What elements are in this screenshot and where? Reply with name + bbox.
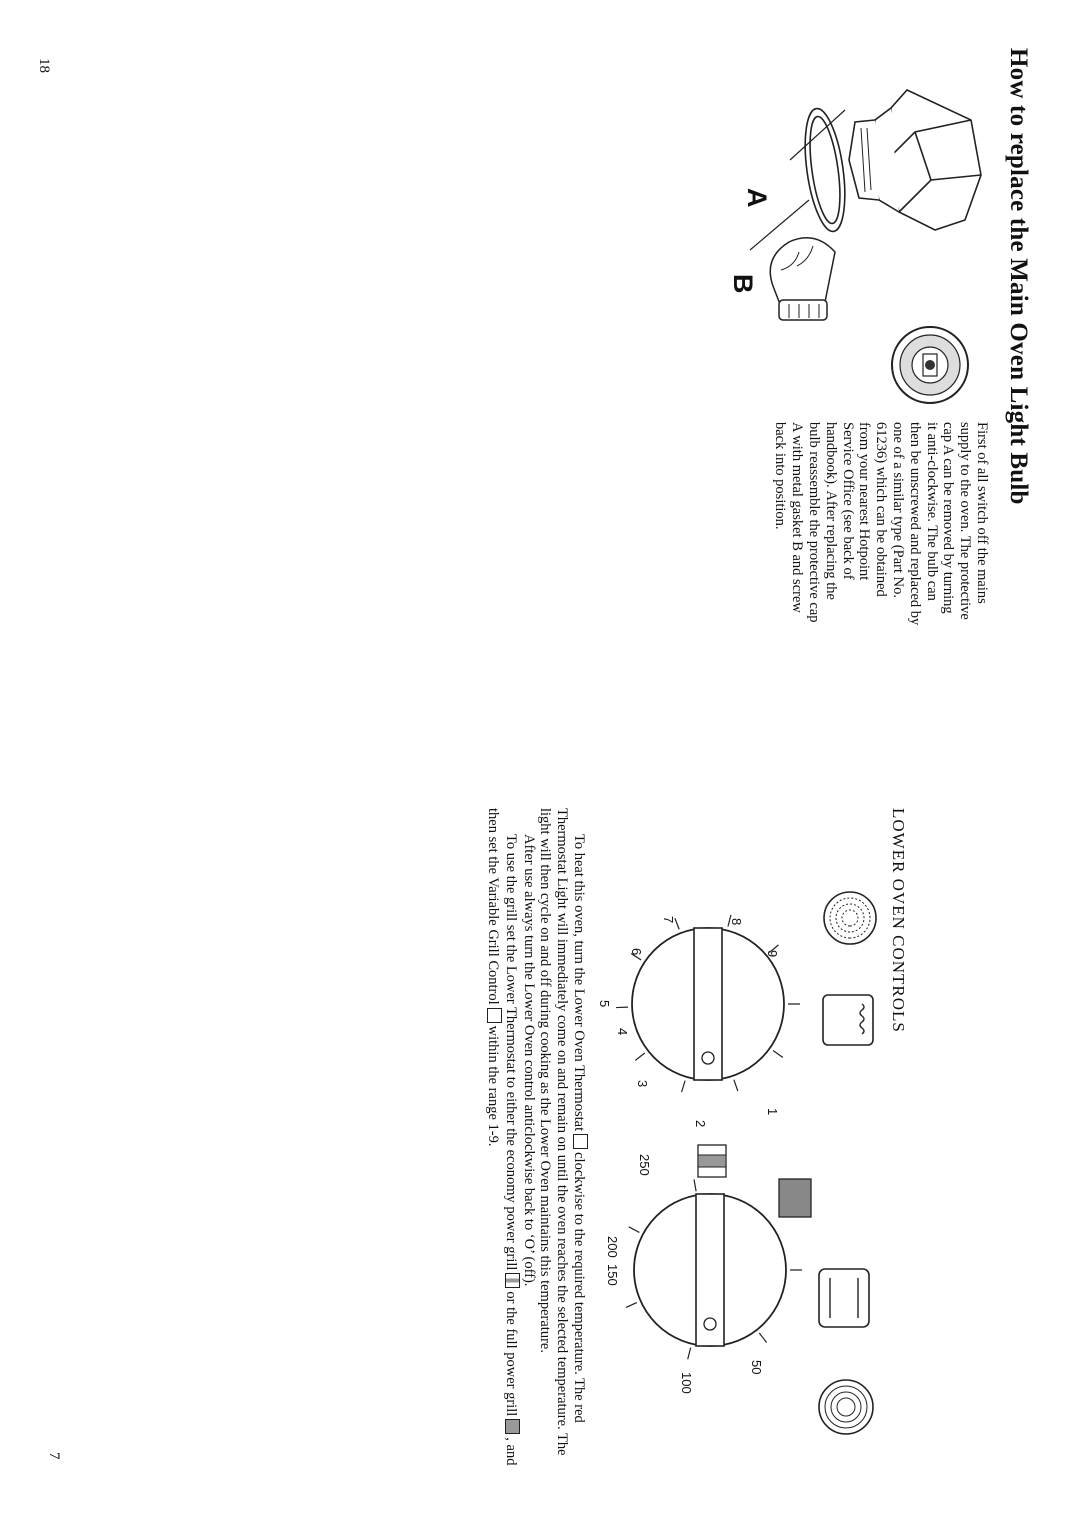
dial-tick bbox=[682, 1081, 685, 1092]
page-number-right: 7 bbox=[46, 1452, 62, 1460]
paragraph-grill-use: To use the grill set the Lower Thermostat to either the economy power grillor the full power grill, and then set the Variable Grill Controlwithin the range 1-9. bbox=[485, 808, 519, 1466]
grill-element-icon bbox=[820, 888, 880, 948]
bulb-line: cap A can be removed by turning bbox=[940, 422, 957, 614]
bulb-section-title: How to replace the Main Oven Light Bulb bbox=[1005, 48, 1032, 505]
dial-tick bbox=[688, 1348, 691, 1360]
thermostat-inline-icon bbox=[573, 1134, 588, 1149]
bulb-line: supply to the oven. The protective bbox=[957, 422, 974, 620]
dial-tick bbox=[734, 1080, 738, 1091]
page-number-left: 18 bbox=[36, 58, 52, 73]
grill-dial-label-9: 9 bbox=[765, 950, 780, 958]
callout-label-a: A bbox=[742, 188, 772, 208]
dial-tick bbox=[773, 1051, 783, 1058]
full-grill-inline-icon bbox=[505, 1419, 520, 1434]
protective-cap-icon bbox=[849, 90, 981, 230]
oven-thermostat-icon bbox=[816, 1266, 872, 1330]
oven-dial-label-50: 50 bbox=[749, 1360, 764, 1375]
bulb-line: from your nearest Hotpoint bbox=[856, 422, 873, 581]
dial-tick bbox=[635, 1053, 644, 1060]
callout-label-b: B bbox=[728, 274, 758, 294]
paragraph-heat-oven: To heat this oven, turn the Lower Oven Thermostatclockwise to the required temperature. The red Thermostat Light will immediately come on and remain on until the oven reaches the selected temperature. The light will then cycle on and off during cooking as the Lower Oven maintains this temperature. bbox=[537, 808, 587, 1456]
bulb-line: handbook). After replacing the bbox=[822, 422, 839, 600]
dial-zero-mark bbox=[704, 1318, 716, 1330]
bulb-line: bulb reassemble the protective cap bbox=[806, 422, 823, 623]
light-bulb-icon bbox=[770, 238, 835, 320]
oven-thermostat-dial[interactable] bbox=[604, 1164, 816, 1376]
grill-dial-label-4: 4 bbox=[615, 1028, 630, 1036]
oven-dial-label-250: 250 bbox=[637, 1154, 652, 1176]
bulb-line: one of a similar type (Part No. bbox=[890, 422, 907, 598]
callout-lines bbox=[750, 110, 845, 250]
bulb-line: back into position. bbox=[772, 422, 789, 530]
lower-oven-heading: LOWER OVEN CONTROLS bbox=[889, 808, 908, 1033]
bulb-line: A with metal gasket B and screw bbox=[789, 422, 806, 613]
dial-tick bbox=[694, 1179, 696, 1191]
variable-grill-icon bbox=[820, 992, 876, 1048]
grill-dial-label-7: 7 bbox=[661, 916, 676, 924]
dial-tick bbox=[626, 1303, 637, 1308]
oven-dial-label-100: 100 bbox=[679, 1372, 694, 1394]
bulb-line: First of all switch off the mains bbox=[974, 422, 990, 604]
oven-dial-label-150: 150 bbox=[605, 1264, 620, 1286]
economy-grill-inline-icon bbox=[505, 1273, 520, 1288]
variable-grill-dial[interactable] bbox=[602, 898, 814, 1110]
lamp-socket-illustration bbox=[885, 320, 975, 410]
grill-dial-label-5: 5 bbox=[597, 1000, 612, 1008]
grill-dial-label-6: 6 bbox=[629, 948, 644, 956]
dial-tick bbox=[759, 1333, 766, 1342]
dial-zero-mark bbox=[702, 1052, 714, 1064]
bulb-line: it anti-clockwise. The bulb can bbox=[923, 422, 940, 601]
lower-oven-instructions bbox=[484, 808, 588, 1468]
element-icon bbox=[815, 1376, 877, 1438]
bulb-instructions bbox=[772, 422, 990, 672]
oven-dial-label-200: 200 bbox=[605, 1236, 620, 1258]
bulb-line: Service Office (see back of bbox=[839, 422, 856, 580]
variable-grill-inline-icon bbox=[487, 1008, 502, 1023]
gasket-ring-icon bbox=[799, 106, 852, 234]
grill-dial-label-3: 3 bbox=[635, 1080, 650, 1088]
grill-dial-label-1: 1 bbox=[765, 1108, 780, 1116]
dial-tick bbox=[629, 1227, 640, 1233]
bulb-line: 61236) which can be obtained bbox=[873, 422, 890, 597]
bulb-line: then be unscrewed and replaced by bbox=[906, 422, 923, 626]
grill-dial-label-8: 8 bbox=[729, 918, 744, 926]
paragraph-after-use: After use always turn the Lower Oven control anticlockwise back to ‘O’ (off). bbox=[520, 834, 537, 1287]
grill-dial-label-2: 2 bbox=[693, 1120, 708, 1128]
